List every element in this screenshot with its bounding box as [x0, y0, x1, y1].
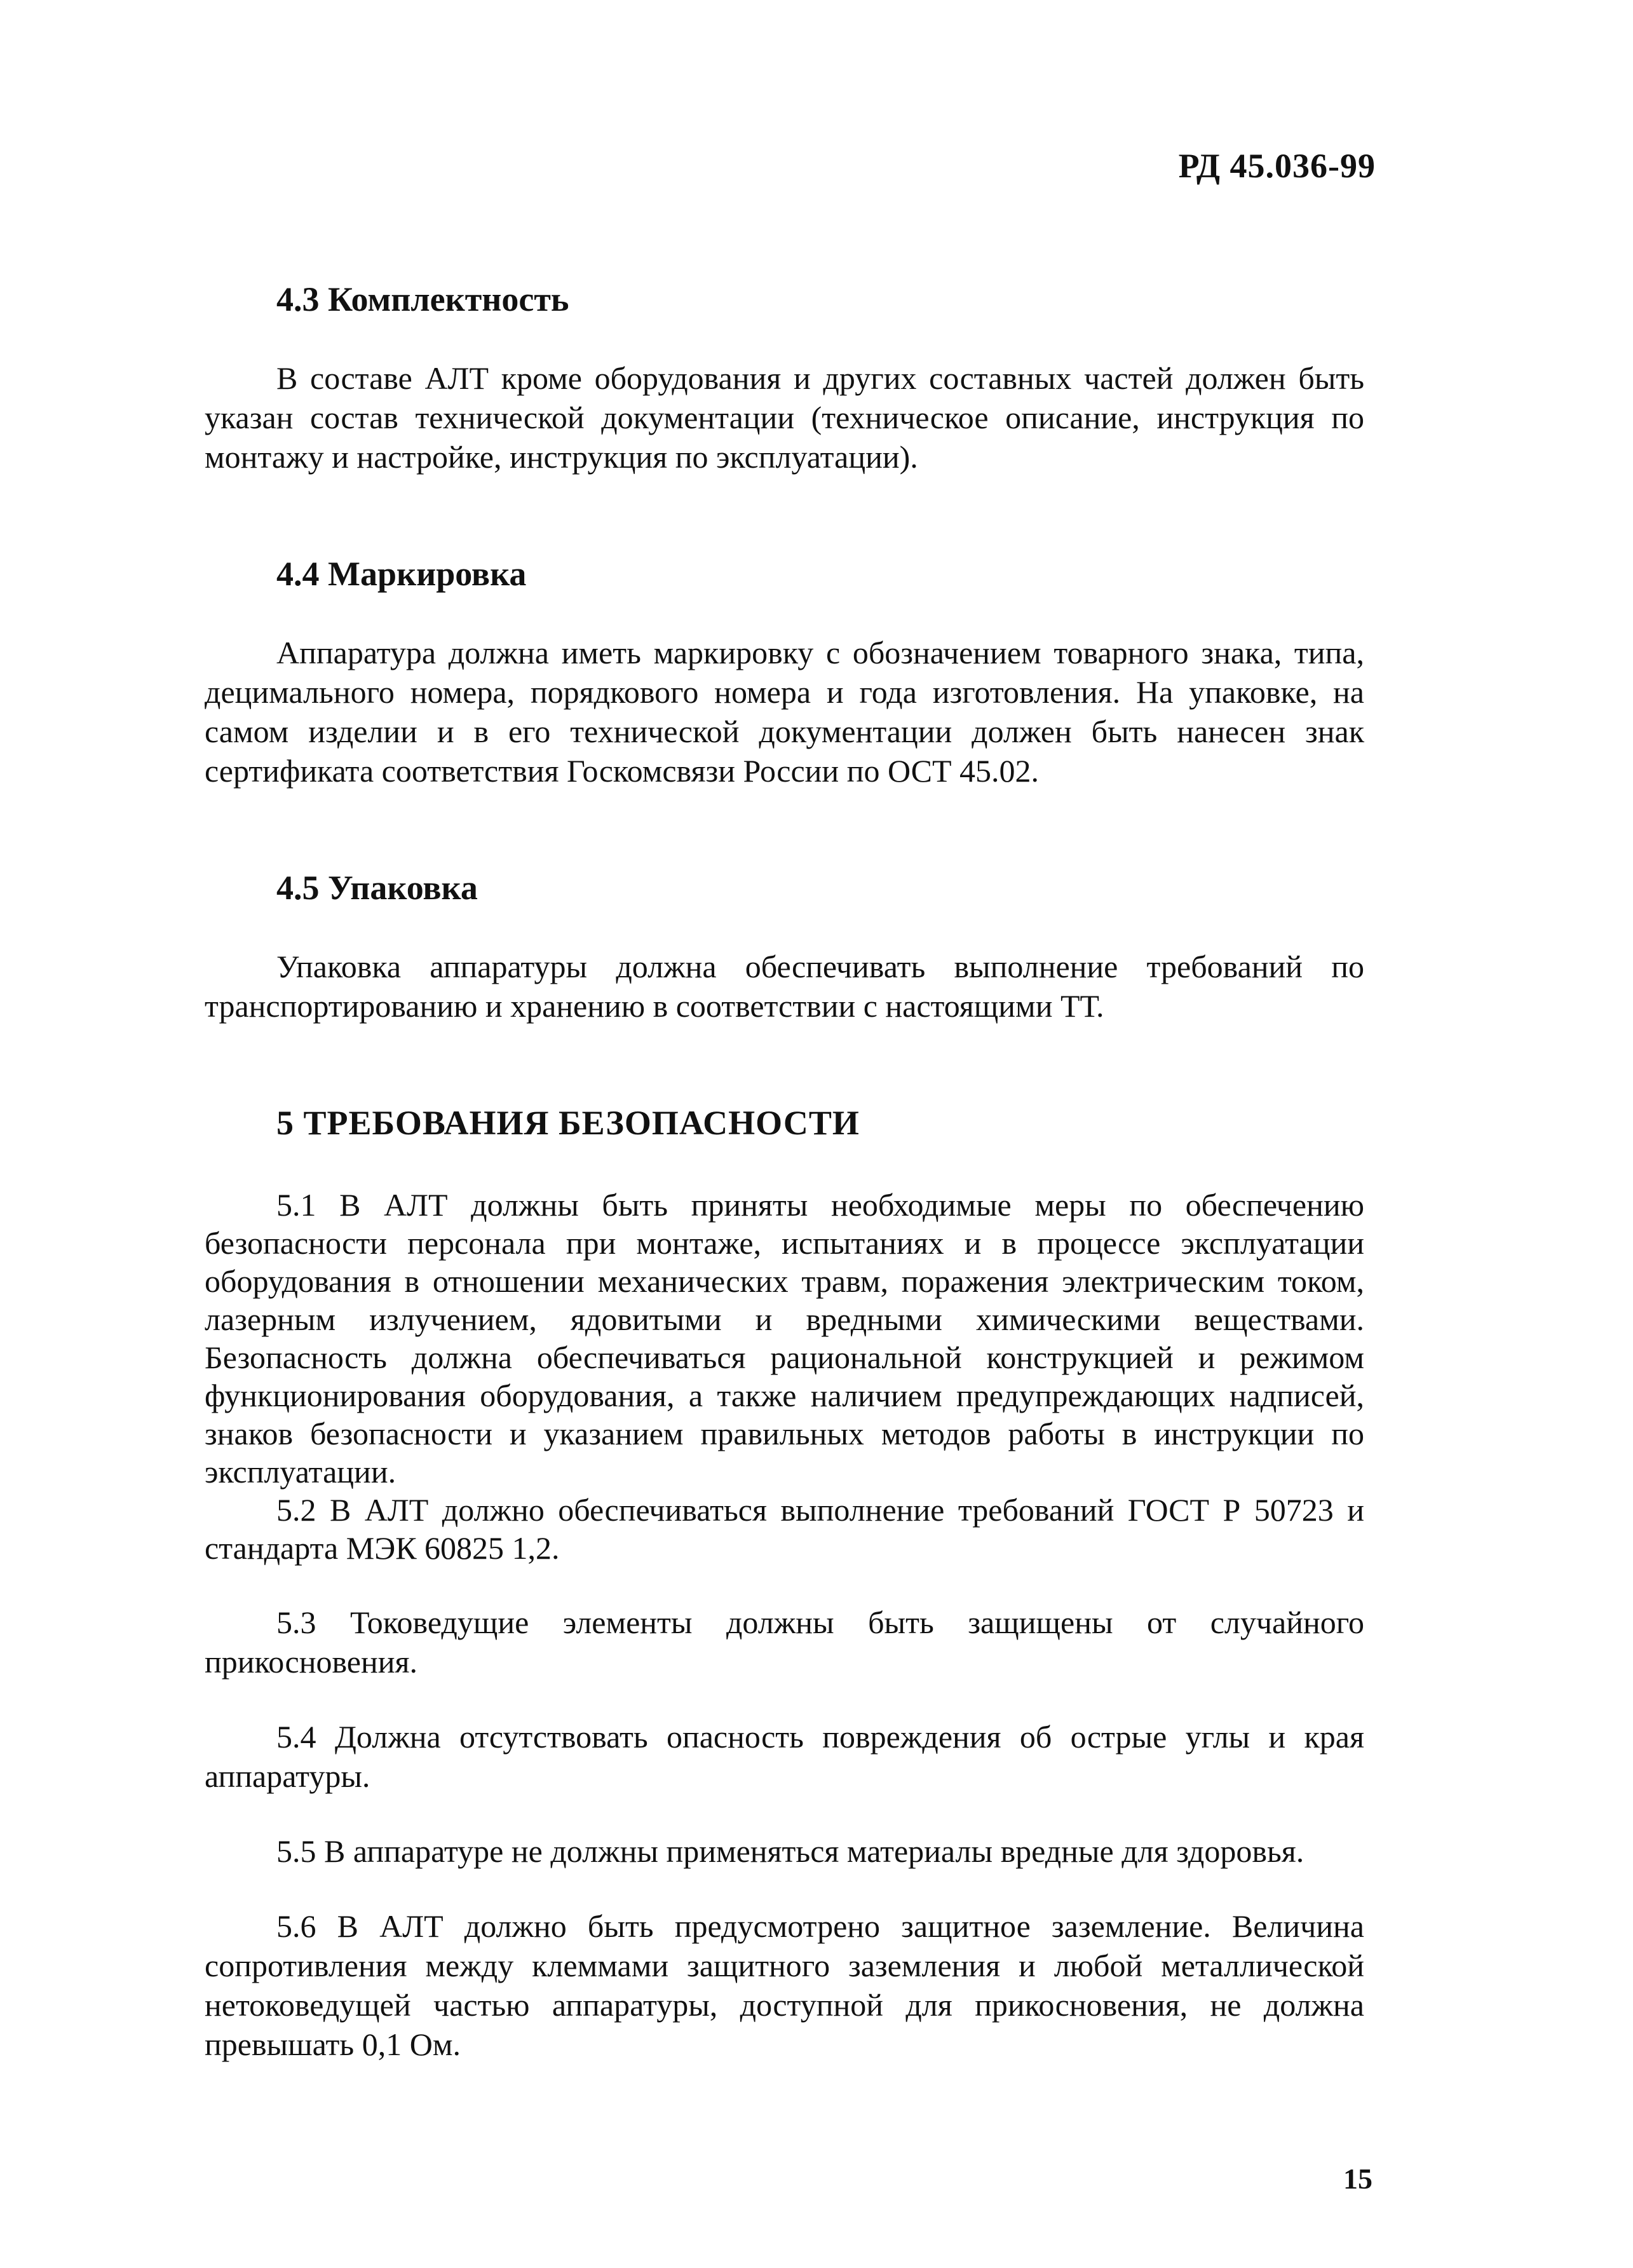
page-content	[205, 280, 1364, 2064]
clause-5-4: 5.4 Должна отсутствовать опасность повреждения об острые углы и края аппаратуры.	[205, 1719, 1364, 1794]
clause-5-5: 5.5 В аппаратуре не должны применяться материалы вредные для здоровья.	[276, 1833, 1304, 1869]
clause-5-2: 5.2 В АЛТ должно обеспечиваться выполнение требований ГОСТ Р 50723 и стандарта МЭК 60825 1,2.	[205, 1492, 1364, 1566]
section-4-5-heading: 4.5 Упаковка	[276, 869, 478, 907]
section-4-3-paragraph: В составе АЛТ кроме оборудования и других составных частей должен быть указан состав технической документации (техническое описание, инструкция по монтажу и настройке, инструкция по эксплуатации).	[205, 360, 1364, 475]
section-4-4-paragraph: Аппаратура должна иметь маркировку с обозначением товарного знака, типа, децимального номера, порядкового номера и года изготовления. На упаковке, на самом изделии и в его технической документации должен быть нанесен знак сертификата соответствия Госкомсвязи России по ОСТ 45.02.	[205, 635, 1364, 789]
section-4-5-paragraph: Упаковка аппаратуры должна обеспечивать выполнение требований по транспортированию и хранению в соответствии с настоящими ТТ.	[205, 949, 1364, 1024]
page-number: 15	[1343, 2163, 1372, 2195]
clause-5-6: 5.6 В АЛТ должно быть предусмотрено защитное заземление. Величина сопротивления между клеммами защитного заземления и любой металлической нетоковедущей частью аппаратуры, доступной для прикосновения, не должна превышать 0,1 Ом.	[205, 1908, 1364, 2062]
clause-5-3: 5.3 Токоведущие элементы должны быть защищены от случайного прикосновения.	[205, 1605, 1364, 1680]
document-code: РД 45.036-99	[1178, 147, 1376, 185]
clause-5-1: 5.1 В АЛТ должны быть приняты необходимые меры по обеспечению безопасности персонала при монтаже, испытаниях и в процессе эксплуатации оборудования в отношении механических травм, поражения электрическим током, лазерным излучением, ядовитыми и вредными химическими веществами. Безопасность должна обеспечиваться рациональной конструкцией и режимом функционирования оборудования, а также наличием предупреждающих надписей, знаков безопасности и указанием правильных методов работы в инструкции по эксплуатации.	[205, 1187, 1364, 1490]
section-5-heading: 5 ТРЕБОВАНИЯ БЕЗОПАСНОСТИ	[276, 1104, 860, 1142]
section-4-4-heading: 4.4 Маркировка	[276, 555, 527, 593]
section-4-3-heading: 4.3 Комплектность	[276, 280, 569, 318]
